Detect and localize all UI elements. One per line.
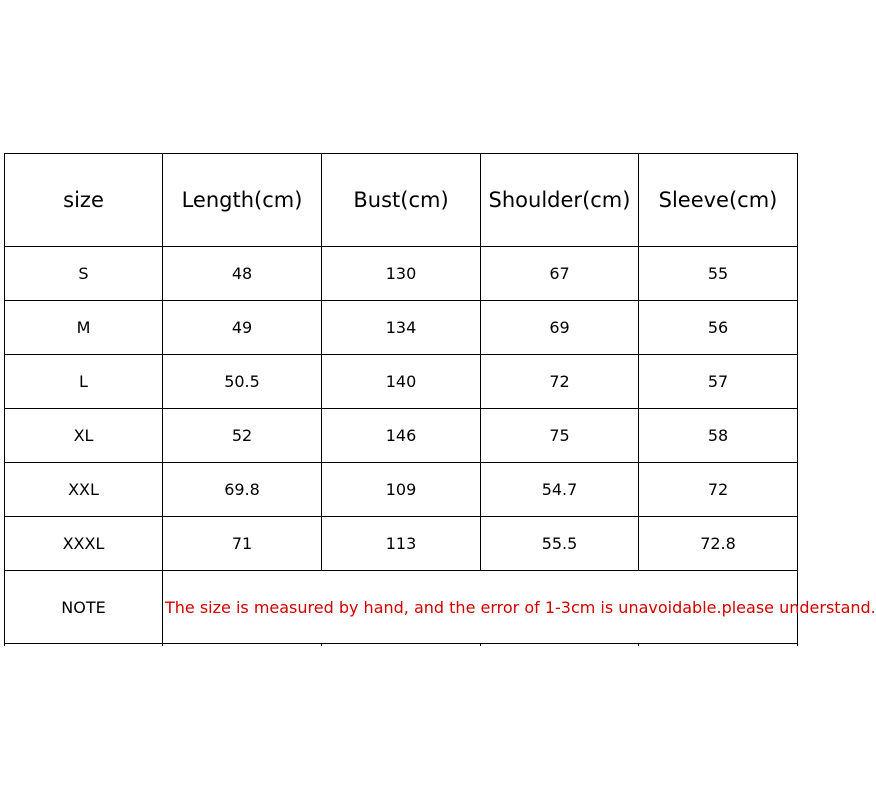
table-row	[5, 517, 798, 571]
table-row	[5, 463, 798, 517]
bust-cell: 134	[322, 301, 481, 355]
length-cell: 48	[163, 247, 322, 301]
length-cell: 69.8	[163, 463, 322, 517]
header-sleeve: Sleeve(cm)	[639, 154, 798, 247]
shoulder-cell: 72	[481, 355, 639, 409]
sleeve-cell: 58	[639, 409, 798, 463]
shoulder-cell: 67	[481, 247, 639, 301]
sleeve-cell: 55	[639, 247, 798, 301]
table-header-row	[5, 154, 798, 247]
table-bottom-edge	[5, 644, 798, 647]
shoulder-cell: 69	[481, 301, 639, 355]
note-text: The size is measured by hand, and the error of 1-3cm is unavoidable.please understand.	[163, 571, 798, 644]
size-cell: XL	[5, 409, 163, 463]
size-chart-table	[4, 153, 876, 646]
sleeve-cell: 57	[639, 355, 798, 409]
table-row	[5, 355, 798, 409]
size-cell: XXL	[5, 463, 163, 517]
header-bust: Bust(cm)	[322, 154, 481, 247]
size-cell: S	[5, 247, 163, 301]
header-shoulder: Shoulder(cm)	[481, 154, 639, 247]
shoulder-cell: 75	[481, 409, 639, 463]
table-row	[5, 301, 798, 355]
header-length: Length(cm)	[163, 154, 322, 247]
bust-cell: 140	[322, 355, 481, 409]
size-cell: M	[5, 301, 163, 355]
shoulder-cell: 54.7	[481, 463, 639, 517]
note-row	[5, 571, 798, 644]
header-size: size	[5, 154, 163, 247]
bust-cell: 130	[322, 247, 481, 301]
bust-cell: 146	[322, 409, 481, 463]
bust-cell: 113	[322, 517, 481, 571]
note-label: NOTE	[5, 571, 163, 644]
sleeve-cell: 72	[639, 463, 798, 517]
size-cell: L	[5, 355, 163, 409]
table-row	[5, 409, 798, 463]
length-cell: 52	[163, 409, 322, 463]
table-row	[5, 247, 798, 301]
bust-cell: 109	[322, 463, 481, 517]
length-cell: 71	[163, 517, 322, 571]
length-cell: 50.5	[163, 355, 322, 409]
size-cell: XXXL	[5, 517, 163, 571]
sleeve-cell: 72.8	[639, 517, 798, 571]
length-cell: 49	[163, 301, 322, 355]
sleeve-cell: 56	[639, 301, 798, 355]
shoulder-cell: 55.5	[481, 517, 639, 571]
